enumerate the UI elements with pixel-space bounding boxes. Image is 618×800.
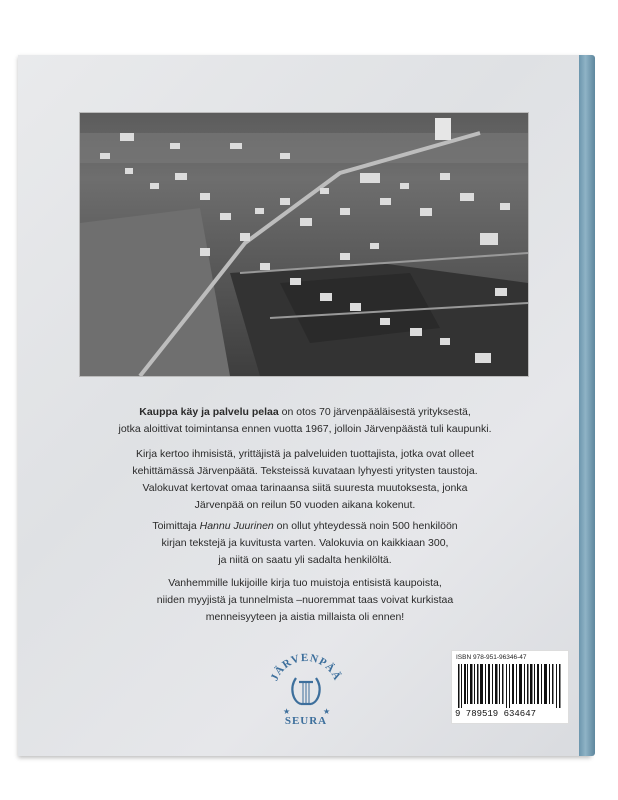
- logo-top-text: JÄRVENPÄÄ: [268, 651, 344, 683]
- jarvenpaa-seura-logo: [263, 648, 349, 730]
- editor-line-2: kirjan tekstejä ja kuvitusta varten. Valokuvia on kaikkiaan 300,: [161, 537, 449, 549]
- book-spine: [579, 55, 595, 756]
- isbn-label: ISBN 978-951-96346-47: [456, 654, 527, 661]
- book-title-inline: Kauppa käy ja palvelu pelaa: [139, 406, 279, 418]
- editor-name: Hannu Juurinen: [199, 520, 274, 532]
- description-line-4: Järvenpää on reilun 50 vuoden aikana kokenut.: [194, 499, 416, 511]
- star-icon-left: ★: [283, 707, 291, 716]
- barcode-digits: 9 789519 634647: [455, 709, 537, 719]
- intro-paragraph: [80, 404, 530, 438]
- editor-prefix: Toimittaja: [152, 520, 200, 532]
- closing-paragraph: [80, 575, 530, 626]
- description-line-3: Valokuvat kertovat omaa tarinaansa siitä suuresta muutoksesta, jonka: [142, 482, 468, 494]
- editor-paragraph: [80, 518, 530, 569]
- description-line-1: Kirja kertoo ihmisistä, yrittäjistä ja palveluiden tuottajista, jotka ovat olleet: [136, 448, 474, 460]
- barcode-bars: [458, 664, 562, 708]
- intro-line-1: [80, 404, 530, 421]
- closing-line-1: Vanhemmille lukijoille kirja tuo muistoja entisistä kaupoista,: [168, 577, 442, 589]
- star-icon-right: ★: [323, 707, 331, 716]
- closing-line-2: niiden myyjistä ja tunnelmista –nuoremmat taas voivat kurkistaa: [156, 594, 454, 606]
- closing-line-3: menneisyyteen ja aistia millaista oli ennen!: [205, 611, 405, 623]
- editor-line-1-rest: on ollut yhteydessä noin 500 henkilöön: [273, 520, 458, 532]
- aerial-photo: [79, 112, 529, 377]
- editor-line-3: ja niitä on saatu yli sadalta henkilöltä.: [218, 554, 392, 566]
- editor-line-1: [80, 518, 530, 535]
- barcode: [451, 650, 569, 724]
- svg-text:JÄRVENPÄÄ: [269, 652, 345, 683]
- description-paragraph: [80, 446, 530, 514]
- description-line-2: kehittämässä Järvenpäätä. Teksteissä kuvataan lyhyesti yritysten taustoja.: [132, 465, 478, 477]
- intro-line-2: jotka aloittivat toimintansa ennen vuotta 1967, jolloin Järvenpäästä tuli kaupunki.: [118, 423, 492, 435]
- logo-bottom-text: SEURA: [284, 715, 328, 727]
- intro-line-1-rest: on otos 70 järvenpääläisestä yrityksestä,: [278, 406, 471, 418]
